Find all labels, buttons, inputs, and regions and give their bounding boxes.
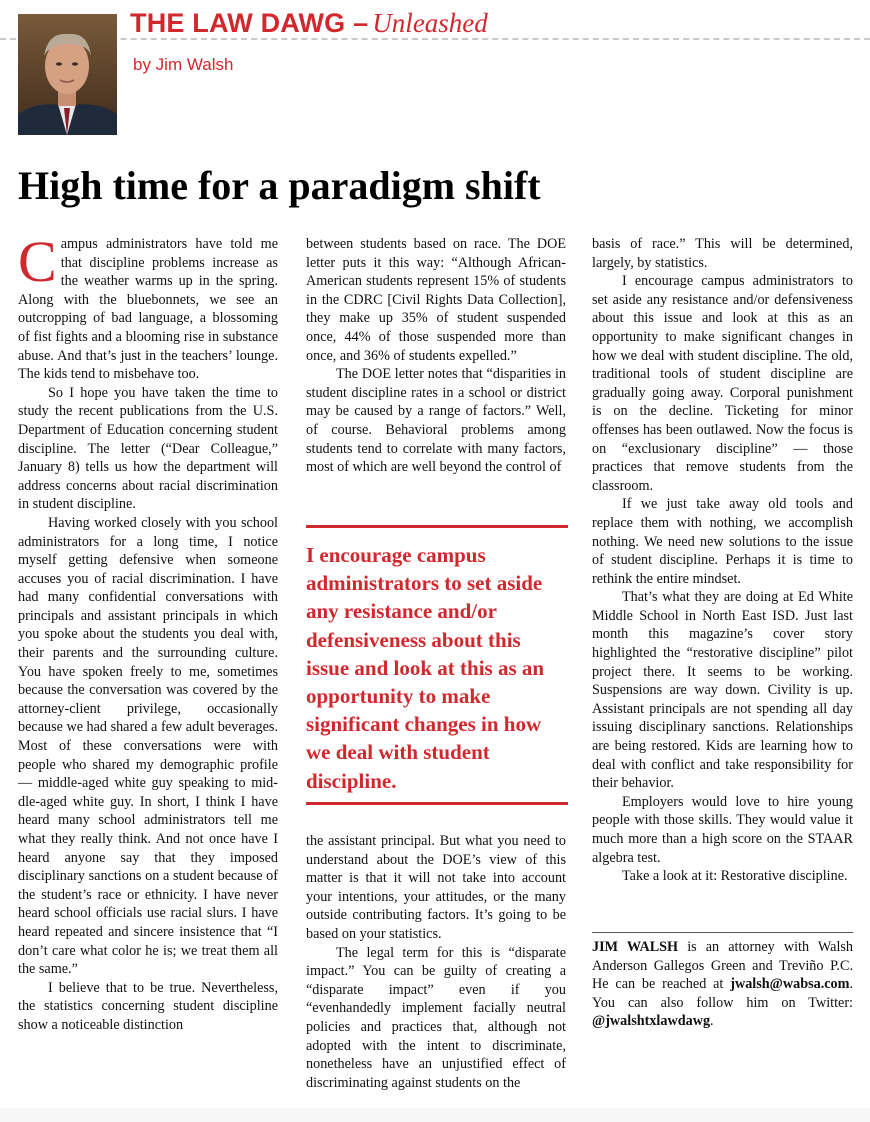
author-photo	[18, 14, 117, 135]
paragraph	[18, 229, 278, 384]
bio-rule	[592, 932, 853, 933]
bio-text: .	[710, 1013, 714, 1030]
paragraph: the assistant principal. But what you need to understand about the DOE’s view of this matter is that it will not take into account your intentions, your attitudes, or the many outside contributing factors. It’s going to be based on your statistics.	[306, 833, 566, 942]
paragraph: I encourage campus administrators to set aside any resistance and/or defensiveness about this issue and look at this as an opportunity to make significant changes in how we deal with student discipline. The old, traditional tools of student discipline are gradually going away. Corporal punishment is on the decline. Ticketing for minor offenses has been outlawed. Now the focus is on “exclusionary discipline” — those practices that remove students from the classroom.	[592, 273, 853, 494]
paragraph: between students based on race. The DOE letter puts it this way: “Although African-American students represent 15% of students in the CDRC [Civil Rights Data Collection], they make up 35% of student suspended once, 44% of those suspended more than once, and 36% of students expelled.”	[306, 236, 566, 364]
paragraph: So I hope you have taken the time to study the recent publications from the U.S. Department of Education concerning student discipline. The letter (“Dear Colleague,” January 8) tells us how the department will address concerns about racial discrimination in student discipline.	[18, 384, 278, 513]
paragraph-text: ampus administrators have told me that discipline problems increase as the weather warms up in the spring. Along with the bluebonnets, we see an outcropping of bad language, a blossoming of fist fights and a blooming rise in substance abuse. And that’s just in the teachers’ lounge. The kids tend to misbehave too.	[18, 236, 278, 383]
author-bio	[592, 938, 853, 1031]
page-footer-band	[0, 1108, 870, 1122]
pull-quote-top-rule	[306, 525, 568, 528]
bio-email-link[interactable]: jwalsh@wabsa.com	[730, 976, 850, 993]
paragraph: That’s what they are doing at Ed White Middle School in North East ISD. Just last month this magazine’s cover story highlighted the “restorative discipline” pilot project there. It seems to be working. Suspensions are way down. Civility is up. Assistant principals are not spending all day issuing disciplinary sanctions. Relationships are being restored. Kids are learning how to deal with conflict and take responsibility for their behavior.	[592, 589, 853, 792]
paragraph: If we just take away old tools and replace them with nothing, we accomplish nothing. We need new solutions to the issue of student discipline. Perhaps it is time to rethink the entire mindset.	[592, 496, 853, 587]
pull-quote-bottom-rule	[306, 802, 568, 805]
column-3	[592, 235, 853, 886]
paragraph: The DOE letter notes that “disparities in student discipline rates in a school or district may be caused by a range of factors.” Well, of course. Behavioral problems among students tend to correlate with many factors, most of which are well beyond the control of	[306, 366, 566, 476]
paragraph: basis of race.” This will be determined, largely, by statistics.	[592, 236, 853, 271]
bio-text: is an attorney with Walsh Anderson Gallegos Green and Treviño P.C. He can be reached at	[592, 939, 854, 993]
pull-quote: I encourage campus administrators to set aside any resistance and/or defensiveness about this issue and look at this as an opportunity to make significant changes in how we deal with student discipline.	[306, 543, 545, 793]
paragraph: Employers would love to hire young people with those skills. They would value it much more than a high score on the STAAR algebra test.	[592, 793, 853, 866]
column-1	[18, 229, 278, 1035]
column-tagline: Unleashed	[372, 8, 488, 38]
paragraph: I believe that to be true. Nevertheless, the statistics concerning student discipline show a noticeable distinction	[18, 979, 278, 1033]
column-2-top	[306, 235, 566, 477]
bio-text: . You can also follow him on Twitter:	[592, 976, 853, 1011]
column-2-bottom	[306, 832, 566, 1092]
drop-cap: C	[18, 229, 57, 294]
paragraph: The legal term for this is “disparate impact.” You can be guilty of creating a “disparate impact” even if you “evenhandedly implement facially neutral policies and practices that, although not adopted with the intent to discriminate, nonetheless have an unjustified effect of discriminating against students on the	[306, 944, 566, 1091]
column-name	[130, 8, 488, 39]
paragraph: Having worked closely with you school administrators for a long time, I notice myself getting defensive when someone accuses you of racial discrimination. I have had many confidential conversations with principals and assistant principals in which you spoke about the students you deal with, their parents and the surrounding culture. You have spoken freely to me, sometimes because the conversation was covered by the attorney-client privilege, occasionally because we had shared a few adult beverages. Most of these conversations were with people who shared my demographic profile — middle-aged white guy speaking to middle-aged white guy. In short, I think I have heard many school administrators tell me what they really think. And not once have I heard anyone say that they imposed disciplinary sanctions on a student because of the student’s race or ethnicity. I have never heard school officials use racial slurs. I have heard repeated and sincere insistence that “I don’t care what color he is; we treat them all the same.”	[18, 514, 278, 978]
paragraph: Take a look at it: Restorative discipline.	[622, 868, 848, 885]
bio-name: JIM WALSH	[592, 939, 679, 955]
author-portrait-icon	[18, 14, 117, 135]
bio-twitter-link[interactable]: @jwalshtxlawdawg	[592, 1013, 711, 1030]
headline: High time for a paradigm shift	[18, 163, 541, 208]
byline: by Jim Walsh	[133, 55, 234, 74]
column-name-main: THE LAW DAWG –	[130, 8, 369, 38]
